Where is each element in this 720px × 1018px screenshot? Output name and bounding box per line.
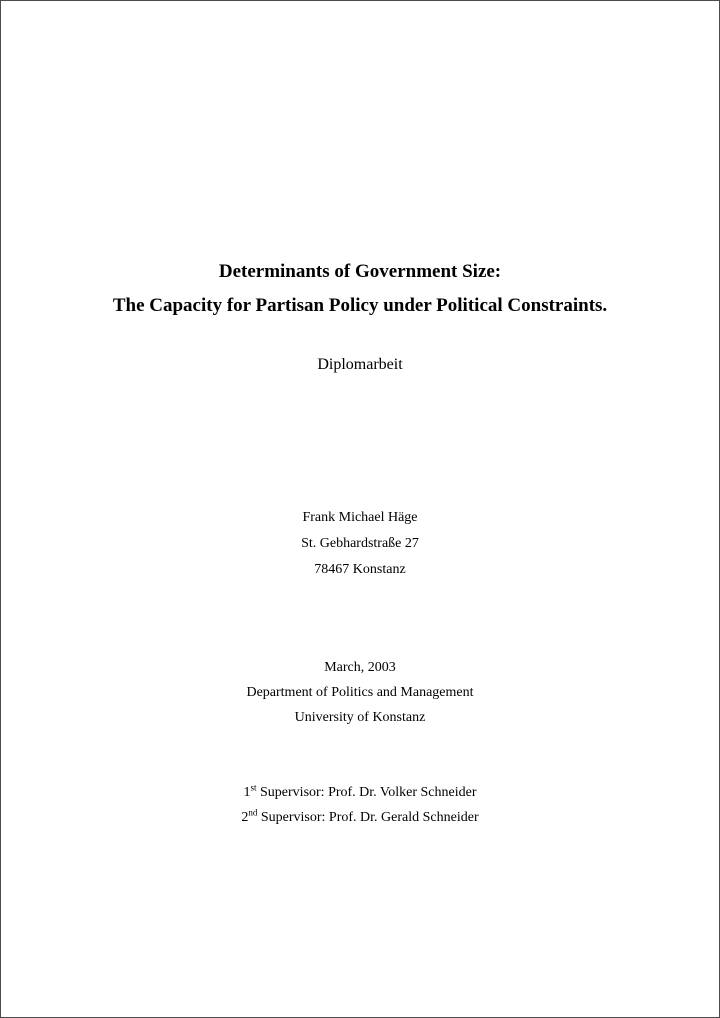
author-name: Frank Michael Häge [302,510,418,525]
submission-date: March, 2003 [324,660,396,675]
second-supervisor [1,807,719,826]
ordinal-number: 2 [241,810,249,825]
title-line-2: The Capacity for Partisan Policy under Political Constraints. [112,295,608,316]
title-line-1: Determinants of Government Size: [218,261,502,282]
author-street: St. Gebhardstraße 27 [301,536,419,551]
ordinal-suffix: nd [248,807,258,818]
ordinal-number: 1 [243,785,251,800]
supervisor-text: Supervisor: Prof. Dr. Gerald Schneider [257,810,479,825]
ordinal-suffix: st [250,782,257,793]
department: Department of Politics and Management [246,685,474,700]
university: University of Konstanz [294,710,426,725]
supervisor-text: Supervisor: Prof. Dr. Volker Schneider [256,785,477,800]
author-city: 78467 Konstanz [314,562,406,577]
first-supervisor [1,782,719,801]
thesis-type: Diplomarbeit [317,356,403,373]
